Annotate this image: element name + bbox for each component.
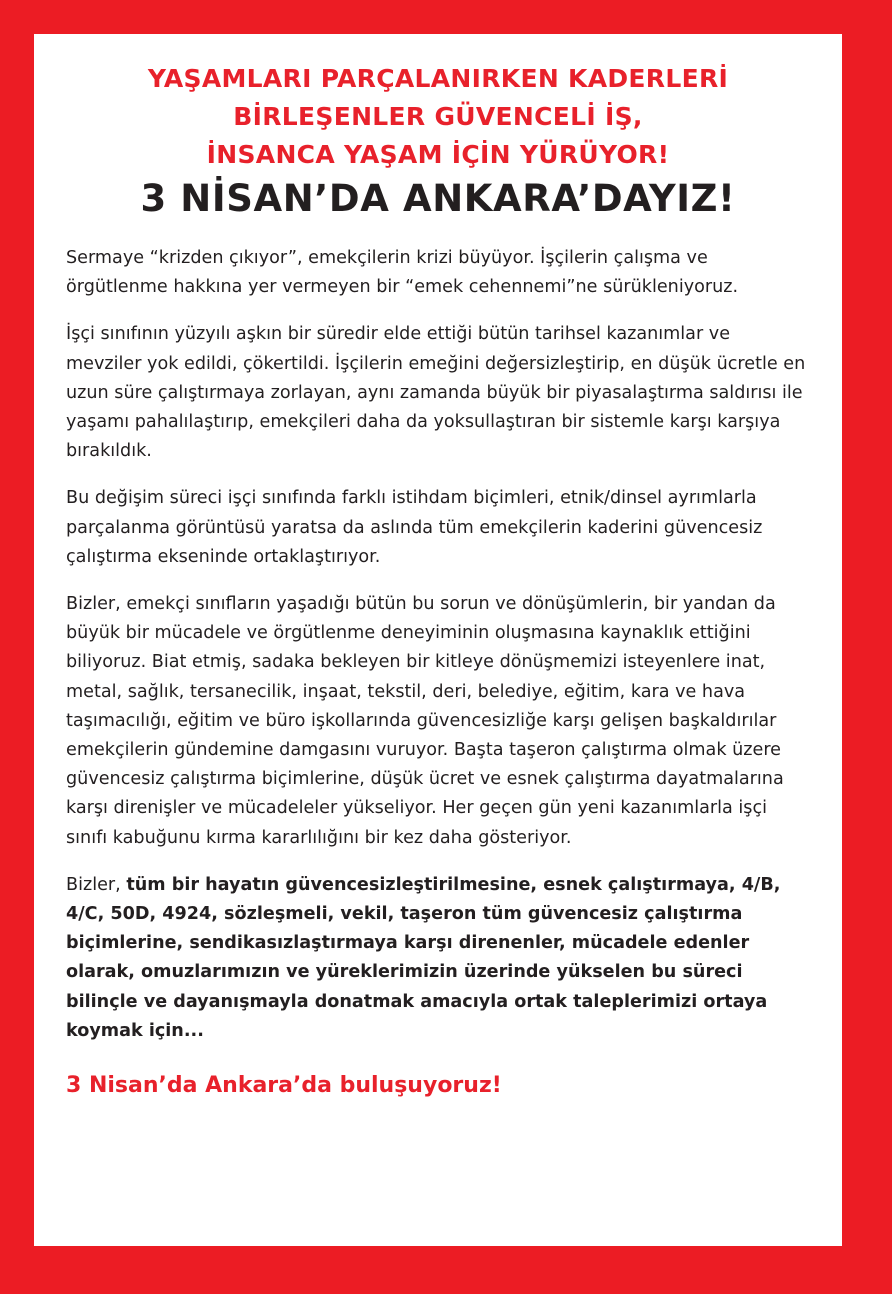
date-title: 3 NİSAN’DA ANKARA’DAYIZ!	[140, 177, 736, 220]
headline-line-2: BİRLEŞENLER GÜVENCELİ İŞ,	[233, 102, 643, 131]
closing-slogan: 3 Nisan’da Ankara’da buluşuyoruz!	[66, 1073, 502, 1099]
paragraph-5-lead: Bizler,	[66, 874, 127, 895]
paragraph-4: Bizler, emekçi sınıfların yaşadığı bütün bu sorun ve dönüşümlerin, bir yandan da büyük bir mücadele ve örgütlenme deneyiminin oluşmasına kaynaklık ettiğini biliyoruz. Biat etmiş, sadaka bekleyen bir kitleye dönüşmemizi isteyenlere inat, metal, sağlık, tersanecilik, inşaat, tekstil, deri, belediye, eğitim, kara ve hava taşımacılığı, eğitim ve büro işkollarında güvencesizliğe karşı gelişen başkaldırılar emekçilerin gündemine damgasını vuruyor. Başta taşeron çalıştırma olmak üzere güvencesiz çalıştırma biçimlerine, düşük ücret ve esnek çalıştırma dayatmalarına karşı direnişler ve mücadeleler yükseliyor. Her geçen gün yeni kazanımlarla işçi sınıfı kabuğunu kırma kararlılığını bir kez daha gösteriyor.	[66, 594, 784, 848]
headline-line-3: İNSANCA YAŞAM İÇİN YÜRÜYOR!	[206, 140, 670, 169]
paragraph-3: Bu değişim süreci işçi sınıfında farklı istihdam biçimleri, etnik/dinsel ayrımlarla parçalanma görüntüsü yaratsa da aslında tüm emekçilerin kaderini güvencesiz çalıştırma ekseninde ortaklaştırıyor.	[66, 488, 763, 567]
paragraph-1: Sermaye “krizden çıkıyor”, emekçilerin krizi büyüyor. İşçilerin çalışma ve örgütlenme hakkına yer vermeyen bir “emek cehennemi”ne sürükleniyoruz.	[66, 248, 739, 298]
paragraph-5-bold: tüm bir hayatın güvencesizleştirilmesine, esnek çalıştırmaya, 4/B, 4/C, 50D, 4924, sözleşmeli, vekil, taşeron tüm güvencesiz çalıştırma biçimlerine, sendikasızlaştırmaya karşı direnenler, mücadele edenler olarak, omuzlarımızın ve yüreklerimizin üzerinde yükselen bu süreci bilinçle ve dayanışmayla donatmak amacıyla ortak taleplerimizi ortaya koymak için...	[66, 874, 781, 1041]
paragraph-2: İşçi sınıfının yüzyılı aşkın bir süredir elde ettiği bütün tarihsel kazanımlar ve mevziler yok edildi, çökertildi. İşçilerin emeğini değersizleştirip, en düşük ücretle en uzun süre çalıştırmaya zorlayan, aynı zamanda büyük bir piyasalaştırma saldırısı ile yaşamı pahalılaştırıp, emekçileri daha da yoksullaştıran bir sistemle karşı karşıya bırakıldık.	[66, 324, 806, 462]
leaflet-sheet	[34, 34, 842, 1246]
headline	[66, 60, 810, 174]
headline-line-1: YAŞAMLARI PARÇALANIRKEN KADERLERİ	[147, 64, 729, 93]
paragraph-5	[66, 871, 810, 1046]
